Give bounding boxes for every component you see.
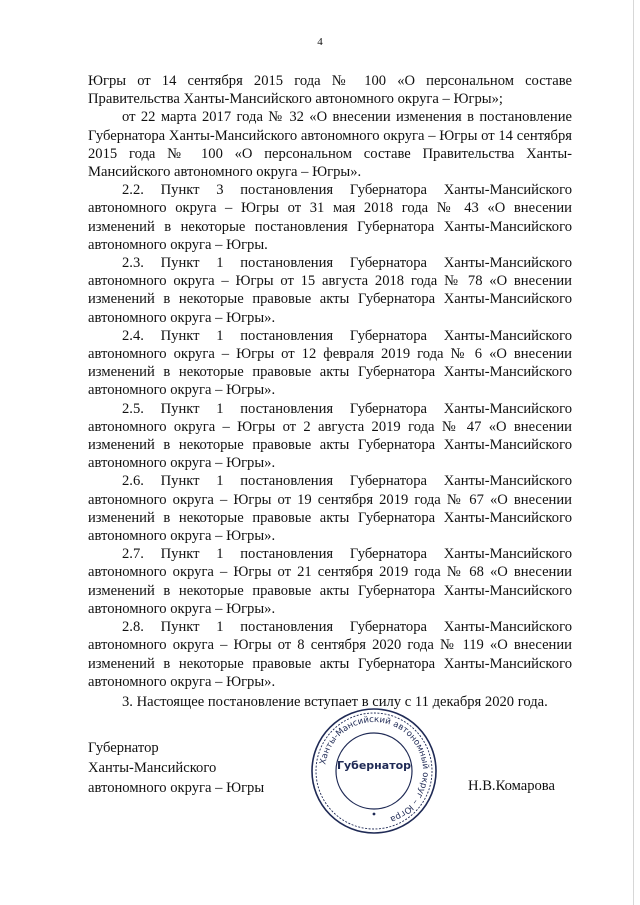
seal-center-text: Губернатор (336, 759, 412, 772)
paragraph-continuation: Югры от 14 сентября 2015 года № 100 «О персональном составе Правительства Ханты-Мансийского автономного округа – Югры»; (88, 73, 572, 108)
signature-position-line: Губернатор (88, 740, 159, 756)
paragraph-3: 3. Настоящее постановление вступает в силу с 11 декабря 2020 года. (122, 693, 548, 710)
paragraph-2-5: 2.5. Пункт 1 постановления Губернатора Ханты-Мансийского автономного округа – Югры от 2 августа 2019 года № 47 «О внесении изменений в некоторые правовые акты Губернатора Ханты-Мансийского автономного округа – Югры». (88, 400, 572, 472)
paragraph-2-3: 2.3. Пункт 1 постановления Губернатора Ханты-Мансийского автономного округа – Югры от 15 августа 2018 года № 78 «О внесении изменений в некоторые правовые акты Губернатора Ханты-Мансийского автономного округа – Югры». (88, 255, 572, 326)
paragraph-2-6: 2.6. Пункт 1 постановления Губернатора Ханты-Мансийского автономного округа – Югры от 19 сентября 2019 года № 67 «О внесении изменений в некоторые правовые акты Губернатора Ханты-Мансийского автономного округа – Югры». (88, 473, 572, 545)
paragraph-item-march-2017: от 22 марта 2017 года № 32 «О внесении изменения в постановление Губернатора Ханты-Мансийского автономного округа – Югры от 14 сентября 2015 года № 100 «О персональном составе Правительства Ханты-Мансийского автономного округа – Югры». (88, 109, 572, 181)
page-number: 4 (317, 36, 323, 48)
document-body (88, 72, 572, 711)
paragraph-2-7: 2.7. Пункт 1 постановления Губернатора Ханты-Мансийского автономного округа – Югры от 21 сентября 2019 года № 68 «О внесении изменений в некоторые правовые акты Губернатора Ханты-Мансийского автономного округа – Югры». (88, 546, 572, 617)
seal-dot (373, 813, 376, 816)
signer-name: Н.В.Комарова (468, 778, 555, 794)
signature-position (88, 738, 264, 798)
official-seal (309, 706, 439, 836)
seal-ring-text: Ханты-Мансийский автономный округ – Югра (318, 714, 431, 824)
paragraph-2-2: 2.2. Пункт 3 постановления Губернатора Ханты-Мансийского автономного округа – Югры от 31 мая 2018 года № 43 «О внесении изменений в некоторые постановления Губернатора Ханты-Мансийского автономного округа – Югры. (88, 182, 572, 253)
signature-position-line: Ханты-Мансийского (88, 760, 217, 776)
page-edge (633, 0, 634, 905)
paragraph-2-4: 2.4. Пункт 1 постановления Губернатора Ханты-Мансийского автономного округа – Югры от 12 февраля 2019 года № 6 «О внесении изменений в некоторые правовые акты Губернатора Ханты-Мансийского автономного округа – Югры». (88, 327, 572, 399)
signature-position-line: автономного округа – Югры (88, 780, 265, 796)
paragraph-2-8: 2.8. Пункт 1 постановления Губернатора Ханты-Мансийского автономного округа – Югры от 8 сентября 2020 года № 119 «О внесении изменений в некоторые правовые акты Губернатора Ханты-Мансийского автономного округа – Югры». (88, 619, 572, 690)
